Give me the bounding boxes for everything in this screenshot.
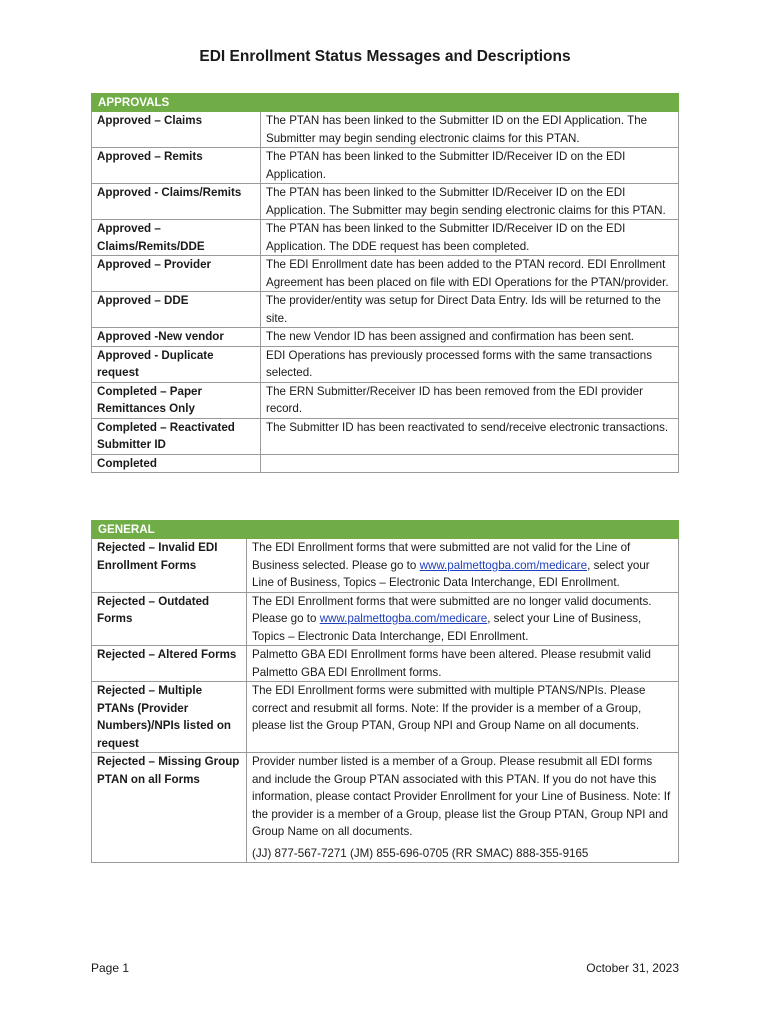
description-cell (247, 592, 679, 646)
status-cell: Approved -New vendor (92, 328, 261, 347)
table-row (92, 592, 679, 646)
status-cell: Approved – DDE (92, 292, 261, 328)
description-text (252, 539, 673, 592)
description-cell: Palmetto GBA EDI Enrollment forms have been altered. Please resubmit valid Palmetto GBA EDI Enrollment forms. (247, 646, 679, 682)
table-row (92, 682, 679, 753)
description-text-end: , select your Line of Business, Topics – Electronic Data Interchange, EDI Enrollment. (252, 558, 650, 589)
general-table (91, 520, 679, 863)
status-cell: Rejected – Invalid EDI Enrollment Forms (92, 539, 247, 593)
status-cell: Rejected – Outdated Forms (92, 592, 247, 646)
section-header-row (92, 521, 679, 539)
status-cell: Rejected – Missing Group PTAN on all Forms (92, 753, 247, 863)
table-row (92, 346, 679, 382)
approvals-heading: APPROVALS (92, 94, 679, 112)
description-cell: The provider/entity was setup for Direct Data Entry. Ids will be returned to the site. (261, 292, 679, 328)
table-row (92, 148, 679, 184)
description-cell: The PTAN has been linked to the Submitter ID/Receiver ID on the EDI Application. (261, 148, 679, 184)
status-cell: Approved - Claims/Remits (92, 184, 261, 220)
description-cell: EDI Operations has previously processed forms with the same transactions selected. (261, 346, 679, 382)
table-row (92, 646, 679, 682)
table-row (92, 292, 679, 328)
description-text: Provider number listed is a member of a Group. Please resubmit all EDI forms and include the Group PTAN associated with this PTAN. If you do not have this information, please contact Provider Enrollment for your Line of Business. Note: If the provider is a member of a Group, please list the Group PTAN, Group NPI and Group Name on all documents. (252, 755, 671, 838)
description-cell: The EDI Enrollment forms were submitted with multiple PTANS/NPIs. Please correct and resubmit all forms. Note: If the provider is a member of a Group, please list the Group PTAN, Group NPI and Group Name on all documents. (247, 682, 679, 753)
status-cell: Completed (92, 454, 261, 473)
table-row (92, 382, 679, 418)
phone-numbers: (JJ) 877-567-7271 (JM) 855-696-0705 (RR SMAC) 888-355-9165 (252, 846, 589, 860)
description-cell: The new Vendor ID has been assigned and confirmation has been sent. (261, 328, 679, 347)
description-cell: The Submitter ID has been reactivated to send/receive electronic transactions. (261, 418, 679, 454)
table-row (92, 184, 679, 220)
status-cell: Completed – Reactivated Submitter ID (92, 418, 261, 454)
table-row (92, 220, 679, 256)
palmetto-medicare-link[interactable]: www.palmettogba.com/medicare (319, 612, 488, 625)
description-cell: The PTAN has been linked to the Submitter ID/Receiver ID on the EDI Application. The DDE request has been completed. (261, 220, 679, 256)
description-cell (247, 539, 679, 593)
description-cell (247, 753, 679, 863)
table-row (92, 539, 679, 593)
status-cell: Rejected – Multiple PTANs (Provider Numbers)/NPIs listed on request (92, 682, 247, 753)
approvals-table (91, 93, 679, 473)
table-row (92, 328, 679, 347)
description-cell: The PTAN has been linked to the Submitter ID/Receiver ID on the EDI Application. The Submitter may begin sending electronic claims for this PTAN. (261, 184, 679, 220)
description-text-start: The EDI Enrollment forms that were submitted are no longer valid documents. Please go to (252, 594, 652, 625)
status-cell: Approved - Duplicate request (92, 346, 261, 382)
table-row (92, 112, 679, 148)
description-cell: The ERN Submitter/Receiver ID has been removed from the EDI provider record. (261, 382, 679, 418)
description-text (252, 593, 673, 646)
table-row (92, 418, 679, 454)
page-number: Page 1 (91, 961, 130, 975)
description-cell: The EDI Enrollment date has been added to the PTAN record. EDI Enrollment Agreement has been placed on file with EDI Operations for the PTAN/provider. (261, 256, 679, 292)
status-cell: Completed – Paper Remittances Only (92, 382, 261, 418)
page-title: EDI Enrollment Status Messages and Descriptions (199, 48, 571, 65)
description-cell (261, 454, 679, 473)
table-row (92, 753, 679, 863)
status-cell: Approved – Claims/Remits/DDE (92, 220, 261, 256)
table-row (92, 454, 679, 473)
description-text-end: , select your Line of Business, Topics – Electronic Data Interchange, EDI Enrollment. (252, 612, 642, 643)
footer-date: October 31, 2023 (586, 961, 679, 975)
palmetto-medicare-link[interactable]: www.palmettogba.com/medicare (419, 558, 588, 572)
general-heading: GENERAL (92, 521, 679, 539)
status-cell: Rejected – Altered Forms (92, 646, 247, 682)
section-header-row (92, 94, 679, 112)
status-cell: Approved – Remits (92, 148, 261, 184)
status-cell: Approved – Provider (92, 256, 261, 292)
description-text-start: The EDI Enrollment forms that were submitted are not valid for the Line of Business selected. Please go to (252, 541, 631, 572)
description-cell: The PTAN has been linked to the Submitter ID on the EDI Application. The Submitter may begin sending electronic claims for this PTAN. (261, 112, 679, 148)
table-row (92, 256, 679, 292)
status-cell: Approved – Claims (92, 112, 261, 148)
